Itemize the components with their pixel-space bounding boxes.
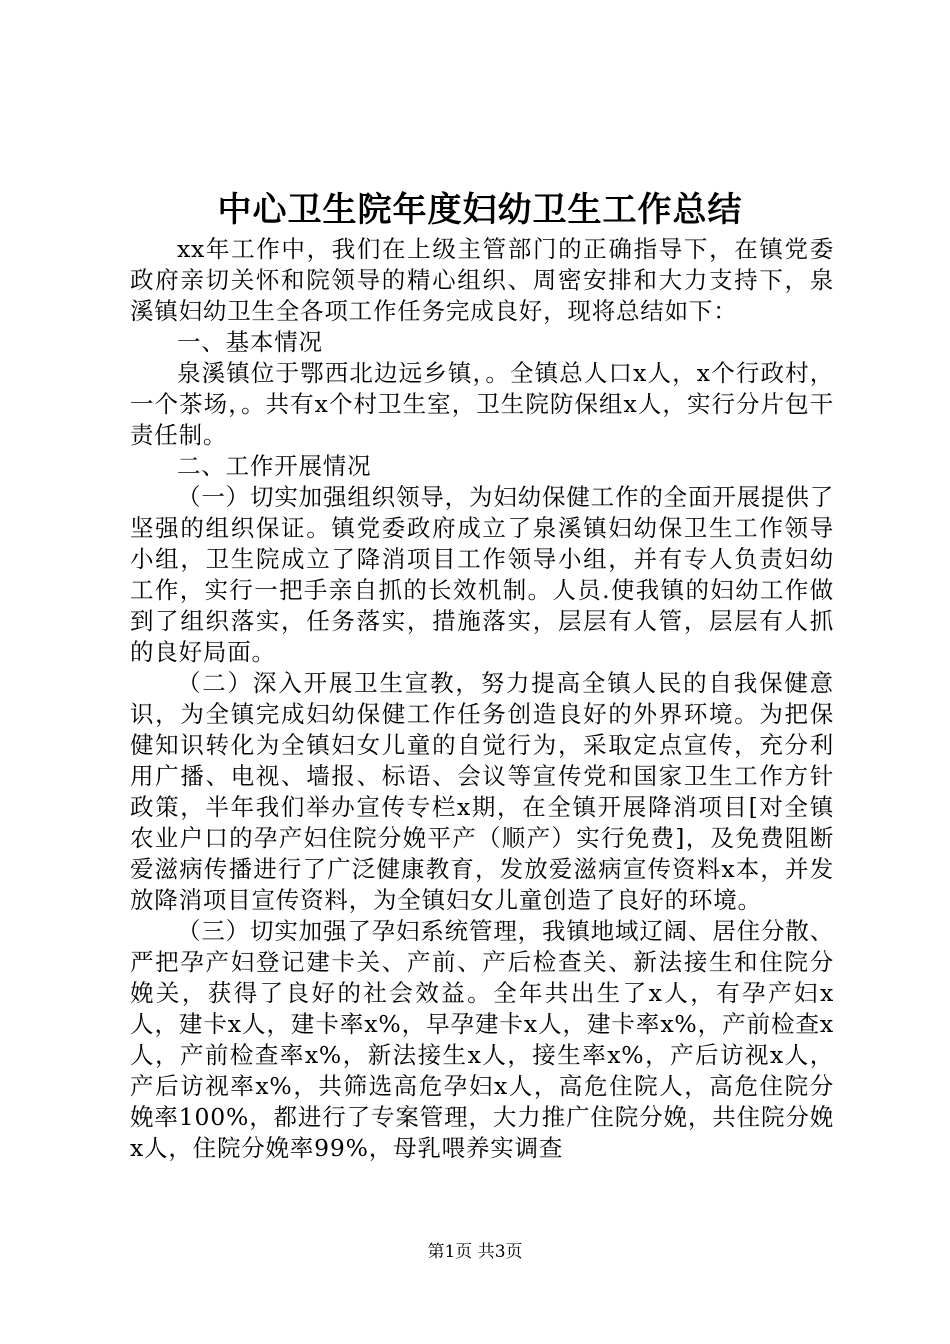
- paragraph-work-2: （二）深入开展卫生宣教，努力提高全镇人民的自我保健意识，为全镇完成妇幼保健工作任务创造良好的外界环境。为把保健知识转化为全镇妇女儿童的自觉行为，采取定点宣传，充分利用广播、电视、墙报、标语、会议等宣传党和国家卫生工作方针政策，半年我们举办宣传专栏x期，在全镇开展降消项目[对全镇农业户口的孕产妇住院分娩平产（顺产）实行免费]，及免费阻断爱滋病传播进行了广泛健康教育，发放爱滋病宣传资料x本，并发放降消项目宣传资料，为全镇妇女儿童创造了良好的环境。: [130, 669, 834, 914]
- section-heading-basic: 一、基本情况: [177, 328, 323, 356]
- paragraph-work-1: （一）切实加强组织领导，为妇幼保健工作的全面开展提供了坚强的组织保证。镇党委政府成立了泉溪镇妇幼保卫生工作领导小组，卫生院成立了降消项目工作领导小组，并有专人负责妇幼工作，实行一把手亲自抓的长效机制。人员.使我镇的妇幼工作做到了组织落实，任务落实，措施落实，层层有人管，层层有人抓的良好局面。: [130, 483, 834, 666]
- document-title: 中心卫生院年度妇幼卫生工作总结: [217, 190, 743, 230]
- paragraph-intro: xx年工作中，我们在上级主管部门的正确指导下，在镇党委政府亲切关怀和院领导的精心组织、周密安排和大力支持下，泉溪镇妇幼卫生全各项工作任务完成良好，现将总结如下：: [130, 235, 834, 325]
- page-footer: 第1页 共3页: [427, 1242, 523, 1262]
- section-heading-work: 二、工作开展情况: [177, 452, 372, 480]
- document-body: [130, 234, 834, 1164]
- paragraph-work-3: （三）切实加强了孕妇系统管理，我镇地域辽阔、居住分散、严把孕产妇登记建卡关、产前、产后检查关、新法接生和住院分娩关，获得了良好的社会效益。全年共出生了x人，有孕产妇x人，建卡x人，建卡率x%，早孕建卡x人，建卡率x%，产前检查x人，产前检查率x%，新法接生x人，接生率x%，产后访视x人，产后访视率x%，共筛选高危孕妇x人，高危住院人，高危住院分娩率100%，都进行了专案管理，大力推广住院分娩，共住院分娩x人，住院分娩率99%，母乳喂养实调查: [130, 917, 834, 1162]
- paragraph-basic-situation: 泉溪镇位于鄂西北边远乡镇，。全镇总人口x人，x个行政村，一个茶场，。共有x个村卫生室，卫生院防保组x人，实行分片包干责任制。: [130, 359, 834, 449]
